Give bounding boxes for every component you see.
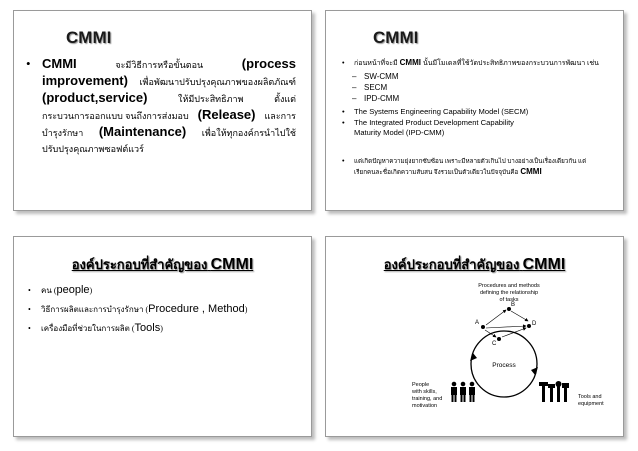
list-item: • วิธีการผลิตและการบำรุงรักษา (Procedure , Method) xyxy=(28,303,248,315)
list-item: • คน (people) xyxy=(28,284,93,296)
tools-icon xyxy=(539,381,569,402)
node-b-label: B xyxy=(511,302,516,308)
slide-3 xyxy=(13,236,312,437)
slide-2-body xyxy=(342,58,617,71)
people-label-1: People xyxy=(412,382,430,388)
cycle-arrow-right xyxy=(531,367,538,375)
tools-label-2: equipment xyxy=(578,401,604,407)
tools-label-1: Tools and xyxy=(578,394,602,400)
node-c-label: C xyxy=(492,341,497,347)
list-item: – SECM xyxy=(352,83,388,92)
procedures-label-1: Procedures and methods xyxy=(478,283,540,289)
people-icon xyxy=(451,382,475,402)
node-a xyxy=(481,325,485,329)
slide-2-title: CMMI xyxy=(373,28,419,47)
node-d xyxy=(527,324,531,328)
list-item: • เครื่องมือที่ช่วยในการผลิต (Tools) xyxy=(28,322,163,334)
slide-1-paragraph: • CMMI จะมีวิธีการหรือขั้นตอน (process improvement) เพื่อพัฒนาปรับปรุงคุณภาพของผลิตภัณฑ์ (product,service) ให้มีประสิทธิภาพ ตั้งแต่ กระบวนการออกแบบ จนถึงการส่งมอบ (Release) และการ บำรุงรักษา (Maintenance) เพื่อให้ทุกองค์กรนำไปใช้ ปรับปรุงคุณภาพซอฟต์แวร์ xyxy=(26,56,296,154)
procedures-label-2: defining the relationship xyxy=(479,290,539,296)
slide-3-body xyxy=(28,281,308,338)
procedures-label-3: of tasks xyxy=(499,297,519,303)
edge-b-d xyxy=(511,311,528,321)
list-item: • แต่เกิดปัญหาความยุ่งยากซับซ้อน เพราะมีหลายตัวเกินไป บางอย่างเป็นเรื่องเดียวกัน แต่ เรียกคนละชื่อเกิดความสับสน จึงรวมเป็นตัวเดียวในปัจจุบันคือ CMMI xyxy=(342,156,587,176)
slide-4 xyxy=(325,236,624,437)
slide-2 xyxy=(325,10,624,211)
edge-a-b xyxy=(486,310,506,325)
slide-2-sublist xyxy=(342,71,617,104)
list-item: – IPD-CMM xyxy=(352,94,400,103)
slide-2-models xyxy=(342,107,617,139)
slide-2-intro: • ก่อนหน้าที่จะมี CMMI นั้นมีโมเดลที่ใช้วัดประสิทธิภาพของกระบวนการพัฒนา เช่น xyxy=(342,58,599,67)
node-a-label: A xyxy=(475,320,480,326)
slide-4-title: องค์ประกอบที่สำคัญของ CMMI xyxy=(383,256,566,273)
list-item: • The Systems Engineering Capability Model (SECM) xyxy=(342,107,529,116)
slide-3-title: องค์ประกอบที่สำคัญของ CMMI xyxy=(71,256,254,273)
people-label-3: training, and xyxy=(412,396,443,402)
people-label-4: motivation xyxy=(412,403,438,409)
people-label-2: with skills, xyxy=(412,389,437,395)
node-d-label: D xyxy=(532,321,537,327)
node-c xyxy=(497,337,501,341)
cycle-arrow-left xyxy=(470,353,477,361)
slide-1-body xyxy=(26,56,296,157)
process-diagram xyxy=(326,237,623,436)
edge-a-d xyxy=(486,326,526,328)
slide-2-note xyxy=(342,156,617,177)
slide-1 xyxy=(13,10,312,211)
slide-1-title: CMMI xyxy=(66,28,112,47)
process-label: Process xyxy=(492,362,516,369)
list-item: • The Integrated Product Development Capability Maturity Model (IPD-CMM) xyxy=(342,117,514,137)
list-item: – SW-CMM xyxy=(352,72,399,81)
